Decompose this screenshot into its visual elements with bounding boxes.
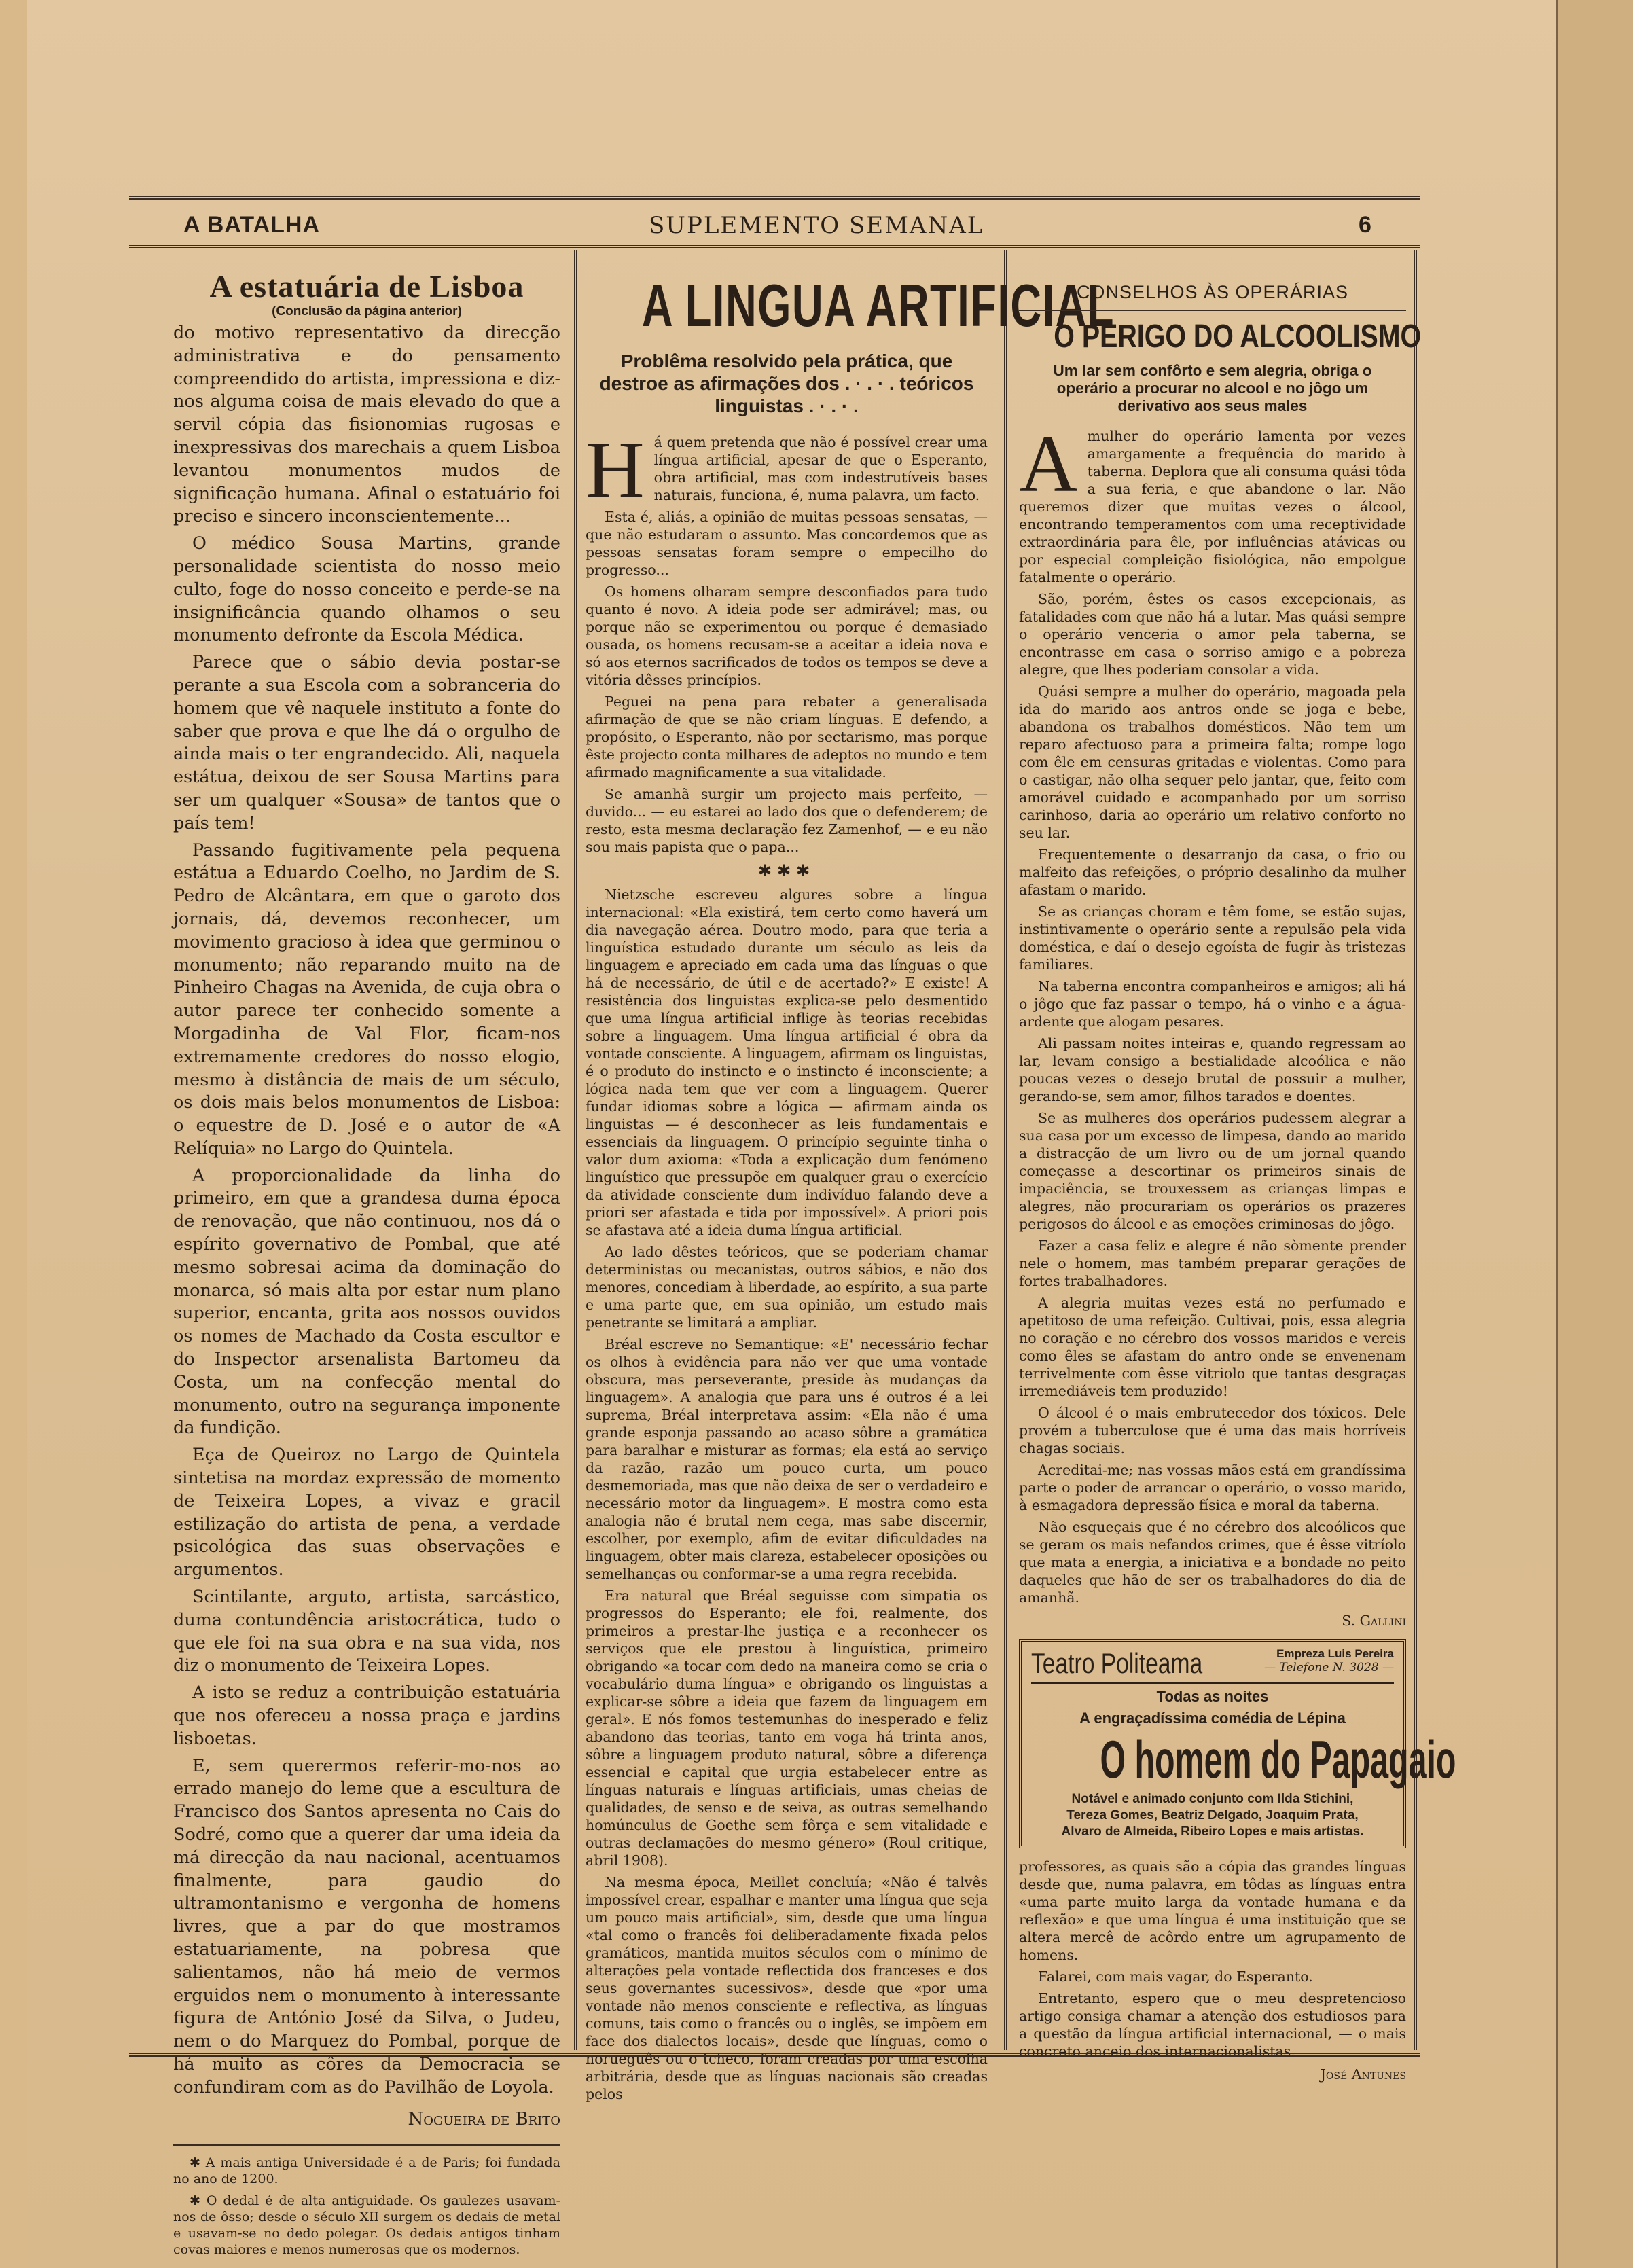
right-article-kicker: CONSELHOS ÀS OPERÁRIAS — [1076, 282, 1349, 302]
ad-cast: Notável e animado conjunto com Ilda Stichini, — [1071, 1792, 1354, 1806]
paragraph: Se as mulheres dos operários pudessem alegrar a sua casa por um excesso de limpesa, dando ao marido a distracção de um livro ou de um jornal quando começasse a descortinar os primeiros sinais de impaciência, se trouxessem as crianças limpas e alegres, não procurariam os operários os prazeres perigosos do álcool e as emoções criminosas do jôgo. — [1019, 1110, 1406, 1232]
paragraph: Na taberna encontra companheiros e amigos; ali há o jôgo que faz passar o tempo, há o vinho e a água-ardente que alogam pesares. — [1019, 978, 1406, 1030]
paragraph: A proporcionalidade da linha do primeiro, em que a grandesa duma época de renovação, que não continuou, nos dá o espírito governativo de Pombal, que até mesmo sobresai acima da dominação do monarca, só mais alta por estar num plano superior, encanta, grita aos nossos ouvidos os nomes de Machado da Costa escultor e do Inspector arsenalista Bartomeu da Costa, um na confecção mental do monumento, outro na segurança imponente da fundição. — [173, 1165, 560, 1439]
paragraph: Era natural que Bréal seguisse com simpatia os progressos do Esperanto; ele foi, realmente, dos primeiros a prestar-lhe justiça e a reconhecer os serviços que ele prestou à linguística, primeiro obrigando «a tocar com dedo na maneira como se cria o vocabulário duma língua» e obrigando os linguistas a explicar-se sôbre a ideia que fazem da linguagem em geral». E nós fomos testemunhas do inesperado e feliz abandono das teorias, tanto em voga há trinta anos, sôbre a linguagem produto natural, sôbre a diferença essencial e capital que urgia estabelecer entre as línguas naturais e línguas artificiais, umas cheias de qualidades, de senso e de seiva, as outras semelhando homúnculus de Goethe sem fôrça e sem vitalidade e outras declamações do mesmo género» (Roul critique, abril 1908). — [586, 1587, 988, 1869]
note: ✱ O dedal é de alta antiguidade. Os gaulezes usavam-nos de ôsso; desde o século XII surgem os dedais de metal e usavam-se no dedo polegar. Os dedais antigos tinham covas maiores e menos numerosas que os modernos. — [173, 2193, 560, 2257]
paragraph: Ali passam noites inteiras e, quando regressam ao lar, levam consigo a bestialidade alcoólica e não poucas vezes o desejo brutal de possuir a mulher, gerando-se, sem amor, filhos tarados e doentes. — [1019, 1035, 1406, 1104]
ad-phone: — Telefone N. 3028 — — [1263, 1661, 1394, 1674]
ad-theatre-name: Teatro Politeama — [1031, 1647, 1203, 1679]
paragraph: Falarei, com mais vagar, do Esperanto. — [1038, 1968, 1313, 1985]
notes-box — [173, 2144, 560, 2258]
paragraph: Nietzsche escreveu algures sobre a língua internacional: «Ela existirá, tem certo como haverá um dia navegação aérea. Doutro modo, para que teria a linguística estudado durante um século as leis da linguagem e apreciado em cada uma das línguas o que há de necessário, de útil e de acertado?» E existe! A resistência dos linguistas explica-se pelo desmentido que uma língua artificial inflige às teorias recebidas sobre a linguagem. Uma língua artificial é obra da vontade consciente. A linguagem, afirmam os linguistas, é o produto do instincto e o instincto é inconsciente; a lógica nada tem que ver com a linguagem. Querer fundar idiomas sobre a lógica — afirmam ainda os linguistas — é desconhecer as leis fundamentais e essenciais da linguagem. O princípio seguinte tinha o valor dum axioma: «Toda a explicação dum fenómeno linguístico que pressupõe em qualquer grau o exercício da atividade consciente dum indivíduo falando deve a priori ser afastada e tida por impossível». A priori pois se afastava até a ideia duma língua artificial. — [586, 886, 988, 1238]
dropcap: H — [586, 425, 645, 515]
middle-article-title: A LINGUA ARTIFICIAL — [641, 272, 1115, 339]
ad-line: Todas as noites — [1156, 1688, 1269, 1705]
ad-play-title: O homem do Papagaio — [1100, 1729, 1456, 1789]
right-article-title: O PERIGO DO ALCOOLISMO — [1054, 319, 1422, 355]
paragraph: Peguei na pena para rebater a generalisada afirmação de que se não criam línguas. E defendo, a propósito, o Esperanto, não por sectarismo, mas porque êste projecto conta milhares de adeptos no mundo e tem afirmado magnificamente a sua vitalidade. — [586, 694, 988, 780]
paragraph: O álcool é o mais embrutecedor dos tóxicos. Dele provém a tuberculose que é uma das mais horríveis chagas sociais. — [1019, 1405, 1406, 1456]
paragraph: Fazer a casa feliz e alegre é não sòmente prender nele o homem, mas também preparar gerações de fortes trabalhadores. — [1019, 1238, 1406, 1289]
paper-name: A BATALHA — [183, 212, 320, 238]
header-rule-lower — [129, 245, 1420, 248]
middle-article-author: José Antunes — [1320, 2066, 1406, 2083]
paragraph: A alegria muitas vezes está no perfumado e apetitoso de uma refeição. Cultivai, pois, essa alegria no coração e no cérebro dos vossos maridos e vereis como êles se afastam do antro onde se envenenam terrivelmente com êsse vitriolo que tantas desgraças irremediáveis tem produzido! — [1019, 1295, 1406, 1399]
paragraph: Na mesma época, Meillet concluía; «Não é talvês impossível crear, espalhar e manter uma língua que seja um pouco mais artificial», sim, desde que uma língua «tal como o francês foi deliberadamente fixada pelos gramáticos, mantida muitos séculos com o mínimo de alterações pela vontade reflectida dos franceses e dos seus governantes sucessivos», desde que «por uma vontade não menos consciente e reflectiva, as línguas comuns, tais como o francês ou o inglês, se impõem em face dos dialectos locais», desde que línguas, como o norueguês ou o tcheco, foram creadas por uma escolha arbitrária, desde que as línguas nacionais são creadas pelos — [586, 1874, 988, 2102]
right-column — [1019, 268, 1456, 2083]
note: ✱ A mais antiga Universidade é a de Paris; foi fundada no ano de 1200. — [173, 2155, 560, 2186]
middle-column — [586, 268, 1115, 2107]
ad-cast: Alvaro de Almeida, Ribeiro Lopes e mais artistas. — [1061, 1824, 1364, 1839]
dropcap: A — [1019, 418, 1078, 509]
middle-article-subtitle: Problêma resolvido pela prática, que destroe as afirmações dos . · . · . teóricos linguistas . · . · . — [599, 350, 974, 416]
column-rule — [1004, 250, 1007, 2050]
paragraph: O médico Sousa Martins, grande personalidade scientista do nosso meio culto, foge do nosso conceito e perde-se na insignificância quando olhamos o seu monumento defronte da Escola Médica. — [173, 533, 560, 646]
paragraph: Não esqueçais que é no cérebro dos alcoólicos que se geram os mais nefandos crimes, que é êsse vitríolo que mata a energia, a iniciativa e a bondade no peito daqueles que hão de ser os trabalhadores do dia de amanhã. — [1019, 1519, 1406, 1606]
ad-line: A engraçadíssima comédia de Lépina — [1079, 1710, 1346, 1727]
paragraph: Se amanhã surgir um projecto mais perfeito, — duvido... — eu estarei ao lado dos que o defenderem; de resto, esta mesma declaração fez Zamenhof, — e eu não sou mais papista que o papa... — [586, 786, 988, 855]
paragraph: Ao lado dêstes teóricos, que se poderiam chamar deterministas ou mecanistas, outros sábios, e não dos menores, concediam à liberdade, ao espírito, a sua parte e uma parte que, em sua opinião, um estudo mais penetrante se limitará a ampliar. — [586, 1244, 988, 1331]
paragraph: Os homens olharam sempre desconfiados para tudo quanto é novo. A ideia pode ser admirável; mas, ou porque não se experimentou ou porque é demasiado ousada, os homens recusam-se a aceitar a ideia nova e só aos eternos sacrificados de todos os tempos se deve a vitória dêsses princípios. — [586, 583, 988, 688]
column-rule — [143, 250, 145, 2050]
paragraph: Parece que o sábio devia postar-se perante a sua Escola com a sobranceria do homem que vê naquele instituto a fonte do saber que prova e que lhe dá o orgulho de ainda mais o ter engrandecido. Ali, naquela estátua, deixou de ser Sousa Martins para ser um qualquer «Sousa» de tantos que o país tem! — [173, 652, 560, 833]
paragraph: Bréal escreve no Semantique: «E' necessário fechar os olhos à evidência para não ver que uma vontade obscura, mas perseverante, preside às mudanças da linguagem». A analogia que para uns é outros é a lei suprema, Bréal interpretava assim: «Ela não é uma grande esponja passando ao acaso sôbre a gramática para baralhar e misturar as formas; ela está ao serviço da razão, razão um pouco curta, um pouco desmemoriada, mas que não deixa de ser o verdadeiro e necessário motor da linguagem». E mostra como esta analogia não é brutal nem cega, mas sabe discernir, escolher, por exemplo, afim de evitar dificuldades na linguagem, obter mais clareza, estabelecer oposições ou semelhanças ou conformar-se a uma regra recebida. — [586, 1336, 988, 1582]
left-column — [173, 268, 560, 2263]
ad-company: Empreza Luis Pereira — [1276, 1647, 1394, 1660]
paragraph: á quem pretenda que não é possível crear uma língua artificial, apesar de que o Esperanto, obra artificial, mas com indestrutíveis bases naturais, funciona, é, numa palavra, um facto. — [653, 434, 988, 503]
paragraph: mulher do operário lamenta por vezes amargamente a frequência do marido à taberna. Deplora que ali consuma quási tôda a sua feria, e que abandone o lar. Não queremos dizer que muitas vezes o álcool, encontrando temperamentos com uma receptividade extraordinária para êle, por influências atávicas ou por especial compleição fisiológica, não empolgue fatalmente o operário. — [1019, 428, 1406, 586]
paragraph: Passando fugitivamente pela pequena estátua a Eduardo Coelho, no Jardim de S. Pedro de Alcântara, em que o garoto dos jornais, dá, devemos reconhecer, um movimento gracioso à idea que germinou o monumento; não reparando muito na de Pinheiro Chagas na Avenida, de cuja obra o autor parece ter conhecido somente a Morgadinha de Val Flor, ficam-nos extremamente credores do nosso elogio, mesmo à distância de mais de um século, os dois mais belos monumentos de Lisboa: o equestre de D. José e o autor de «A Relíquia» no Largo do Quintela. — [173, 840, 560, 1159]
adjacent-page-edge — [1556, 0, 1633, 2268]
paragraph: Quási sempre a mulher do operário, magoada pela ida do marido aos antros onde se joga e bebe, abandona os trabalhos domésticos. Não tem um reparo afectuoso para a primeira falta; rompe logo com êle em censuras gritadas e violentas. Como para o castigar, não olha sequer pelo jantar, que, feito com amorável cuidado e acompanhado por um sorriso carinhoso, daria ao operário um relativo conforto no seu lar. — [1019, 683, 1406, 841]
right-article-author: S. Gallini — [1342, 1613, 1406, 1629]
divider — [1019, 310, 1406, 311]
paragraph: São, porém, êstes os casos excepcionais, as fatalidades com que não há a lutar. Mas quási sempre o operário venceria o amor pela taberna, se encontrasse em casa o sorriso amigo e a pobreza alegre, que lhes poderiam consolar a vida. — [1019, 591, 1406, 678]
paragraph: E, sem querermos referir-mo-nos ao errado manejo do leme que a escultura de Francisco dos Santos apresenta no Cais do Sodré, como que a querer dar uma ideia da má direcção da nau nacional, acentuamos finalmente, para gaudio do ultramontanismo e vergonha de homens livres, que a par do que mostramos estatuariamente, na pobresa que salientamos, não há meio de vermos erguidos nem o monumento à interessante figura de António José da Silva, o Judeu, nem o do Marquez do Pombal, porque de há muito as côres da Democracia se confundiram com as do Pavilhão de Loyola. — [173, 1755, 560, 2098]
paragraph: Esta é, aliás, a opinião de muitas pessoas sensatas, — que não estudaram o assunto. Mas concordemos que as pessoas sensatas foram sempre o empecilho do progresso... — [586, 509, 988, 578]
supplement-title: SUPLEMENTO SEMANAL — [649, 212, 984, 239]
ad-cast: Tereza Gomes, Beatriz Delgado, Joaquim Prata, — [1066, 1808, 1359, 1822]
section-separator: ✱✱✱ — [757, 861, 816, 880]
paragraph: Entretanto, espero que o meu despretencioso artigo consiga chamar a atenção dos estudiosos para a questão da língua artificial internacional, — o mais concreto anceio dos internacionalistas. — [1019, 1990, 1406, 2059]
paragraph: A isto se reduz a contribuição estatuária que nos ofereceu a nossa praça e jardins lisboetas. — [173, 1682, 560, 1749]
right-article-subtitle: Um lar sem confôrto e sem alegria, obriga o operário a procurar no alcool e no jôgo um derivativo aos seus males — [1053, 362, 1372, 414]
paragraph: Scintilante, arguto, artista, sarcástico, duma contundência aristocrática, tudo o que ele foi na sua obra e na sua vida, nos diz o monumento de Teixeira Lopes. — [173, 1587, 560, 1676]
paragraph: do motivo representativo da direcção administrativa e do pensamento compreendido do artista, impressiona e diz-nos alguma coisa de mais elevado do que a servil cópia das fisionomias rugosas e inexpressivas dos marechais a quem Lisboa levantou monumentos mudos de significação humana. Afinal o estatuário foi preciso e sincero inconscientemente... — [173, 323, 560, 527]
footer-rule — [129, 2053, 1420, 2057]
paragraph: Acreditai-me; nas vossas mãos está em grandíssima parte o poder de arrancar o operário, o vosso marido, à esmagadora depressão física e moral da taberna. — [1019, 1462, 1406, 1513]
header-rule — [129, 196, 1420, 200]
left-article-author: Nogueira de Brito — [408, 2108, 560, 2129]
column-rule — [574, 250, 577, 2050]
page-number: 6 — [1359, 212, 1371, 238]
theatre-advertisement — [1019, 1639, 1456, 1848]
paragraph: Frequentemente o desarranjo da casa, o frio ou malfeito das refeições, o próprio desalinho da mulher afastam o marido. — [1019, 846, 1406, 898]
left-article-title: A estatuária de Lisboa — [209, 269, 524, 304]
left-article-subtitle: (Conclusão da página anterior) — [272, 304, 462, 319]
paragraph: Se as crianças choram e têm fome, se estão sujas, instintivamente o operário sente a repulsão pela vida doméstica, e daí o desejo egoísta de fugir às tristezas familiares. — [1019, 903, 1406, 973]
paragraph: Eça de Queiroz no Largo de Quintela sintetisa na mordaz expressão de momento de Teixeira Lopes, a vivaz e gracil estilização do artista de pena, a verdade psicológica das suas observações e argumentos. — [173, 1445, 560, 1581]
paragraph: professores, as quais são a cópia das grandes línguas desde que, numa palavra, em tôdas as línguas entra «uma parte muito larga da vontade humana e da reflexão» e que uma língua é uma instituição que se altera mercê de acôrdo entre um agrupamento de homens. — [1019, 1858, 1406, 1963]
